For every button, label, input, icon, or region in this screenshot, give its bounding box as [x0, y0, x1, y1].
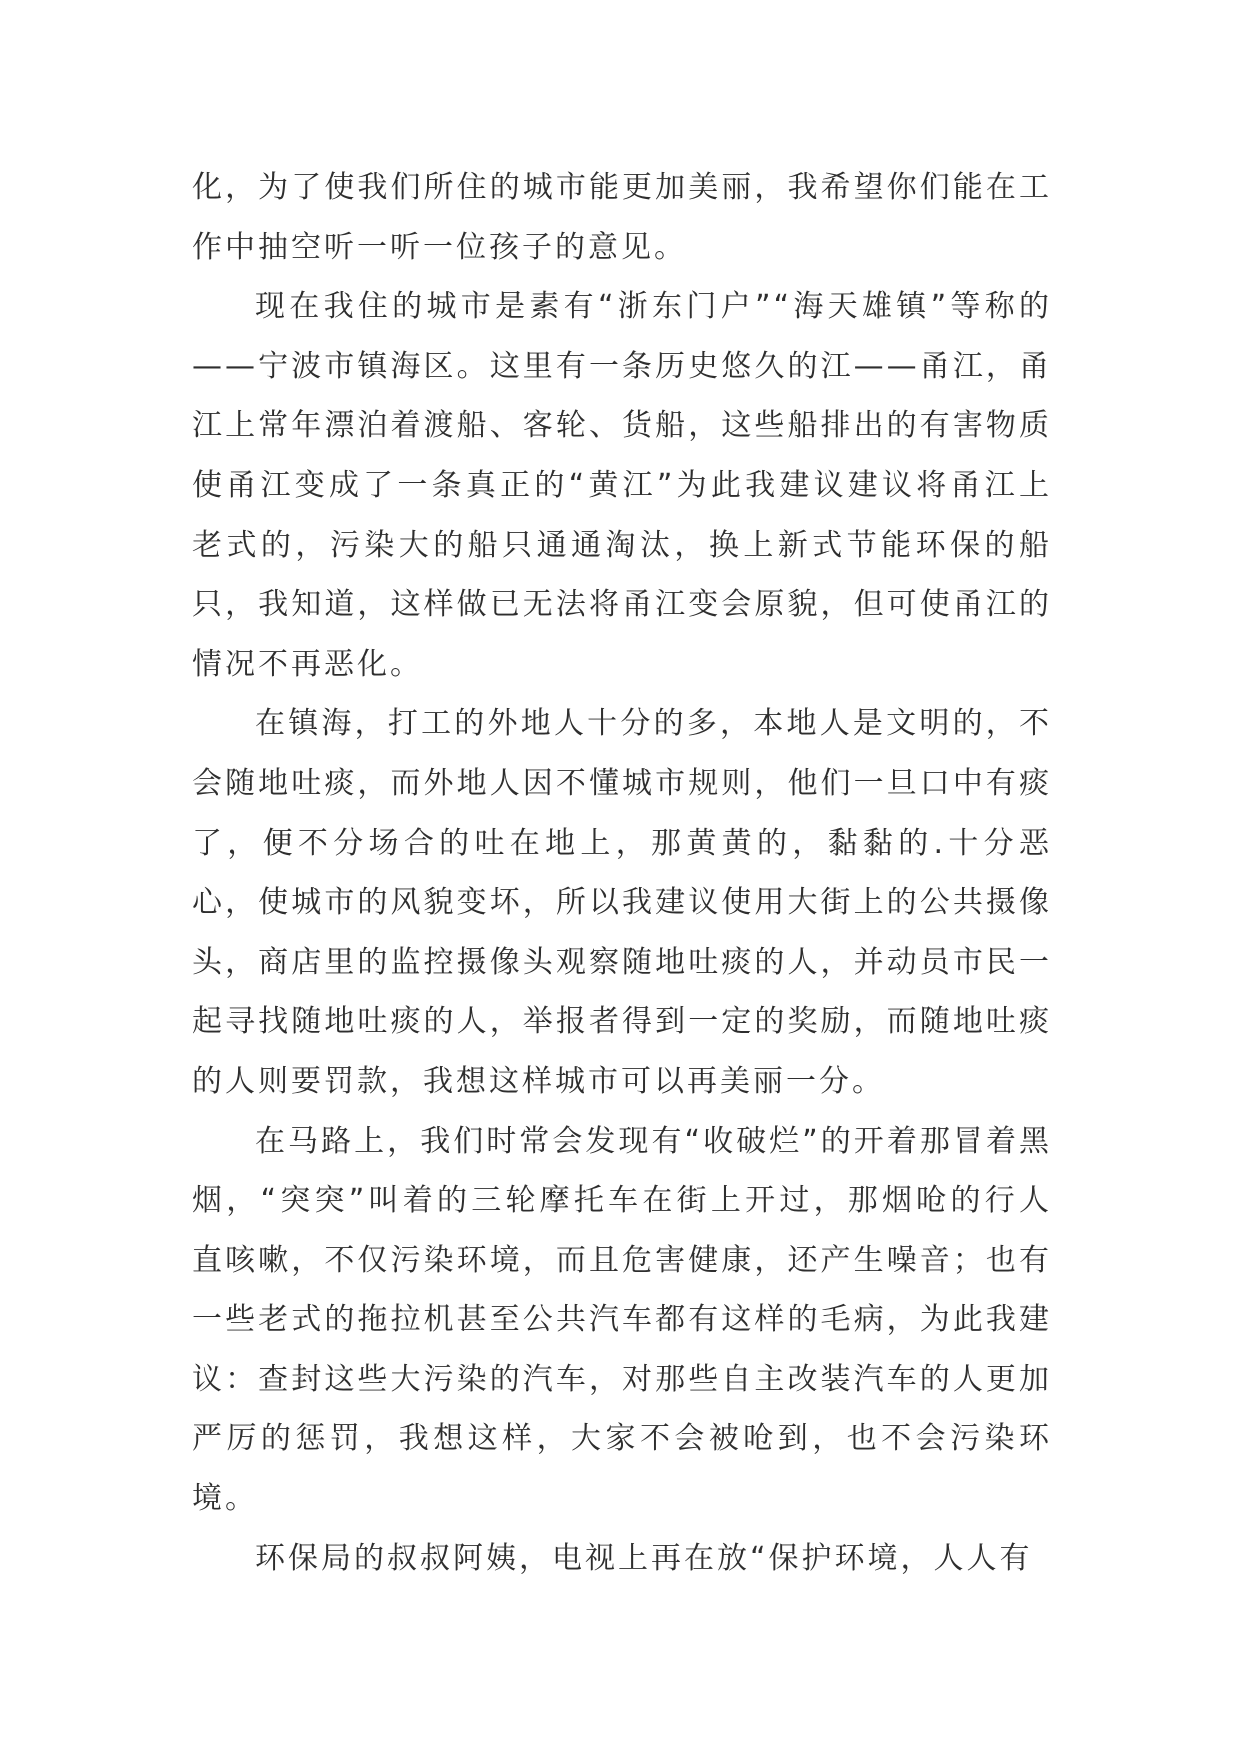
paragraph-closing: 环保局的叔叔阿姨，电视上再在放“保护环境，人人有	[255, 1540, 1033, 1576]
paragraph-polluting-vehicles: 在马路上，我们时常会发现有“收破烂”的开着那冒着黑烟，“突突”叫着的三轮摩托车在街上开过，那烟呛的行人直咳嗽，不仅污染环境，而且危害健康，还产生噪音；也有一些老式的拖拉机甚至公共汽车都有这样的毛病，为此我建议：查封这些大污染的汽车，对那些自主改装汽车的人更加严厉的惩罚，我想这样，大家不会被呛到，也不会污染环境。	[192, 1123, 1052, 1517]
paragraph-continuation: 化，为了使我们所住的城市能更加美丽，我希望你们能在工作中抽空听一听一位孩子的意见。	[192, 170, 1052, 265]
paragraph-zhenhai-yong-river: 现在我住的城市是素有“浙东门户”“海天雄镇”等称的——宁波市镇海区。这里有一条历史悠久的江——甬江，甬江上常年漂泊着渡船、客轮、货船，这些船排出的有害物质使甬江变成了一条真正的“黄江”为此我建议建议将甬江上老式的，污染大的船只通通淘汰，换上新式节能环保的船只，我知道，这样做已无法将甬江变会原貌，但可使甬江的情况不再恶化。	[192, 289, 1052, 682]
document-body	[192, 158, 1052, 1588]
paragraph-spitting: 在镇海，打工的外地人十分的多，本地人是文明的，不会随地吐痰，而外地人因不懂城市规则，他们一旦口中有痰了，便不分场合的吐在地上，那黄黄的，黏黏的.十分恶心，使城市的风貌变坏，所以我建议使用大街上的公共摄像头，商店里的监控摄像头观察随地吐痰的人，并动员市民一起寻找随地吐痰的人，举报者得到一定的奖励，而随地吐痰的人则要罚款，我想这样城市可以再美丽一分。	[192, 706, 1052, 1099]
